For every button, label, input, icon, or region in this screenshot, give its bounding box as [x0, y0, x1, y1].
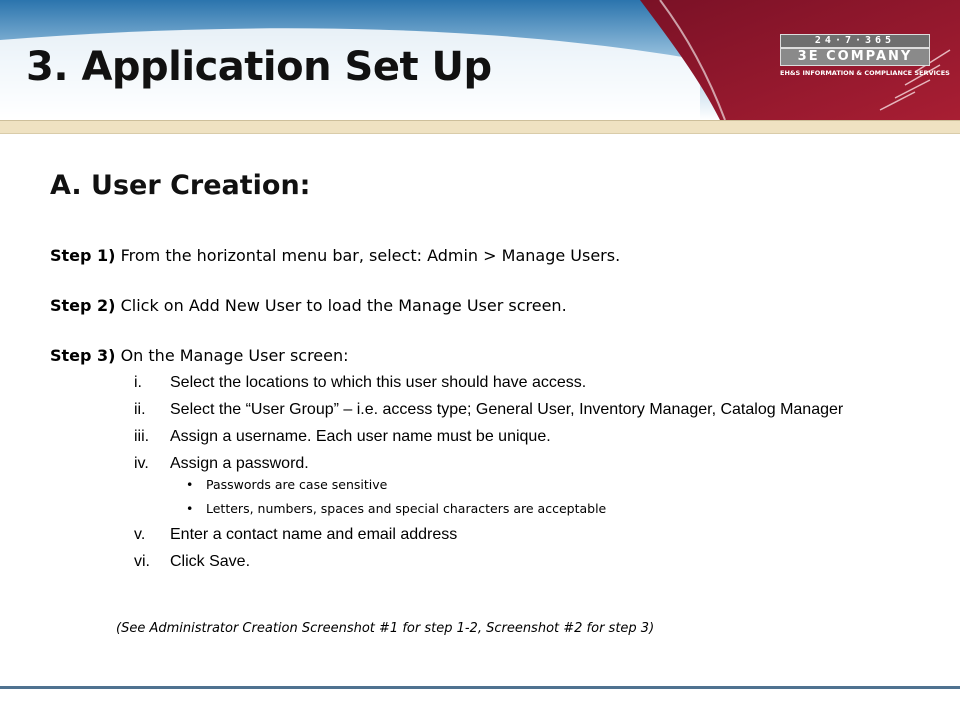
screenshot-note: (See Administrator Creation Screenshot #1 for step 1-2, Screenshot #2 for step 3): [116, 621, 655, 636]
item-text: Select the “User Group” – i.e. access type; General User, Inventory Manager, Catalog Manager: [170, 401, 844, 418]
list-item: [134, 373, 914, 392]
item-text: Assign a username. Each user name must be unique.: [170, 428, 551, 445]
bullet-item: [170, 501, 914, 517]
item-number: iv.: [134, 455, 149, 472]
logo-top-text: 24·7·365: [780, 34, 930, 48]
header-divider-bar: [0, 120, 960, 134]
step-label: Step 1): [50, 246, 116, 265]
password-rules: [170, 477, 914, 517]
item-number: iii.: [134, 428, 150, 445]
bullet-text: Letters, numbers, spaces and special characters are acceptable: [206, 501, 607, 516]
item-text: Click Save.: [170, 553, 251, 570]
item-number: ii.: [134, 401, 146, 418]
slide-header: [0, 0, 960, 120]
step-1: [50, 246, 620, 265]
logo-sub-text: EH&S INFORMATION & COMPLIANCE SERVICES: [780, 69, 950, 77]
logo-brand-text: 3E COMPANY: [780, 48, 930, 66]
item-text: Enter a contact name and email address: [170, 526, 458, 543]
list-item: [134, 525, 914, 544]
list-item: [134, 454, 914, 517]
list-item: [134, 427, 914, 446]
list-item: [134, 400, 914, 419]
step-2: [50, 296, 567, 315]
step-label: Step 2): [50, 296, 116, 315]
company-logo: [780, 34, 950, 80]
item-number: i.: [134, 374, 142, 391]
step-text: On the Manage User screen:: [115, 346, 349, 365]
bullet-item: [170, 477, 914, 493]
bullet-dot: •: [186, 477, 194, 492]
item-number: vi.: [134, 553, 150, 570]
bullet-text: Passwords are case sensitive: [206, 477, 388, 492]
item-text: Assign a password.: [170, 455, 309, 472]
step-label: Step 3): [50, 346, 116, 365]
step-text: From the horizontal menu bar, select: Admin > Manage Users.: [115, 246, 621, 265]
item-number: v.: [134, 526, 146, 543]
section-title: A. User Creation:: [50, 170, 311, 201]
step-3: [50, 346, 349, 365]
page-title: 3. Application Set Up: [26, 44, 492, 90]
footer-line: [0, 686, 960, 689]
step-3-list: [134, 373, 914, 579]
bullet-dot: •: [186, 501, 194, 516]
step-text: Click on Add New User to load the Manage User screen.: [115, 296, 567, 315]
item-text: Select the locations to which this user should have access.: [170, 374, 587, 391]
list-item: [134, 552, 914, 571]
